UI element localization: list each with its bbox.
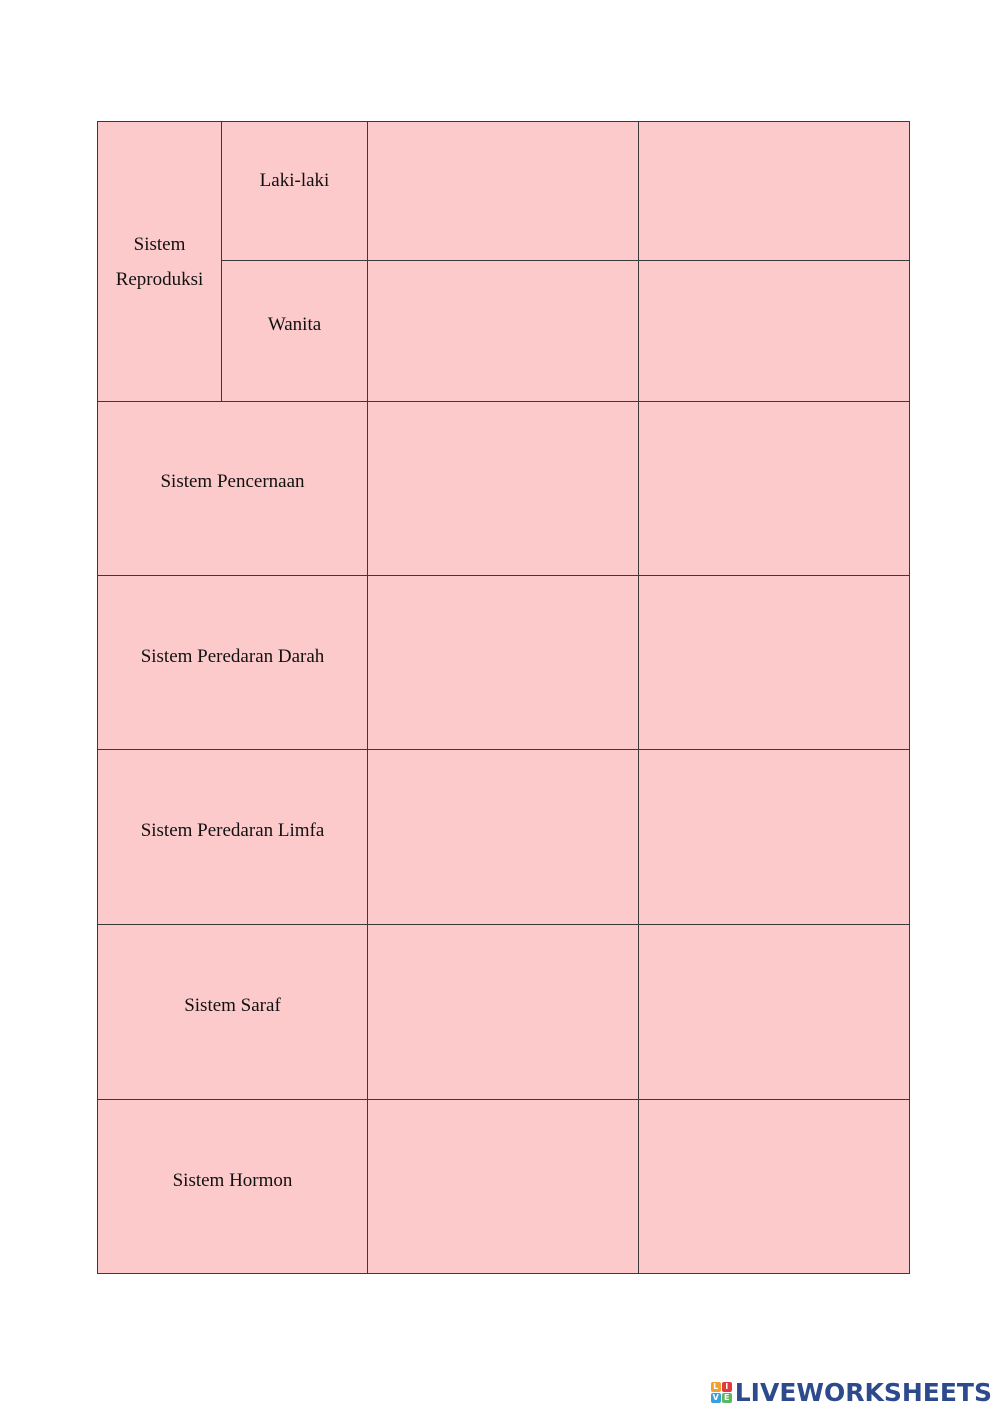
answer-cell-peredaran-darah-1[interactable] — [368, 576, 639, 750]
row-label-peredaran-limfa — [98, 750, 368, 925]
answer-cell-pencernaan-1[interactable] — [368, 402, 639, 576]
liveworksheets-logo-text: LIVEWORKSHEETS — [734, 1377, 992, 1407]
answer-cell-laki-laki-2[interactable] — [639, 122, 910, 261]
row-label-reproduksi — [98, 122, 222, 402]
logo-tile-i: I — [722, 1382, 732, 1392]
sub-label-laki-laki-text: Laki-laki — [259, 170, 330, 191]
worksheet-table — [97, 121, 910, 1274]
row-label-hormon-text: Sistem Hormon — [172, 1170, 293, 1191]
logo-tile-e: E — [722, 1393, 732, 1403]
row-label-reproduksi-text: Sistem Reproduksi — [115, 233, 204, 290]
logo-tile-v: V — [712, 1392, 719, 1402]
table-row — [98, 122, 910, 261]
answer-cell-hormon-2[interactable] — [639, 1100, 910, 1274]
row-label-peredaran-limfa-text: Sistem Peredaran Limfa — [140, 820, 325, 841]
answer-cell-peredaran-limfa-2[interactable] — [639, 750, 910, 925]
liveworksheets-logo — [711, 1377, 992, 1407]
answer-cell-wanita-2[interactable] — [639, 261, 910, 402]
table-row — [98, 925, 910, 1100]
answer-cell-peredaran-darah-2[interactable] — [639, 576, 910, 750]
row-label-saraf-text: Sistem Saraf — [184, 995, 281, 1016]
table-row — [98, 1100, 910, 1274]
table-row — [98, 750, 910, 925]
row-label-saraf — [98, 925, 368, 1100]
row-label-pencernaan-text: Sistem Pencernaan — [160, 471, 305, 492]
answer-cell-wanita-1[interactable] — [368, 261, 639, 402]
table-row — [98, 576, 910, 750]
row-label-peredaran-darah — [98, 576, 368, 750]
answer-cell-hormon-1[interactable] — [368, 1100, 639, 1274]
sub-label-wanita-text: Wanita — [267, 314, 322, 335]
answer-cell-pencernaan-2[interactable] — [639, 402, 910, 576]
answer-cell-laki-laki-1[interactable] — [368, 122, 639, 261]
row-label-peredaran-darah-text: Sistem Peredaran Darah — [140, 646, 325, 667]
sub-label-wanita — [222, 261, 368, 402]
answer-cell-peredaran-limfa-1[interactable] — [368, 750, 639, 925]
answer-cell-saraf-1[interactable] — [368, 925, 639, 1100]
table-row — [98, 402, 910, 576]
liveworksheets-logo-icon — [711, 1382, 732, 1403]
logo-tile-l: L — [711, 1382, 721, 1392]
answer-cell-saraf-2[interactable] — [639, 925, 910, 1100]
row-label-pencernaan — [98, 402, 368, 576]
sub-label-laki-laki — [222, 122, 368, 261]
row-label-hormon — [98, 1100, 368, 1274]
